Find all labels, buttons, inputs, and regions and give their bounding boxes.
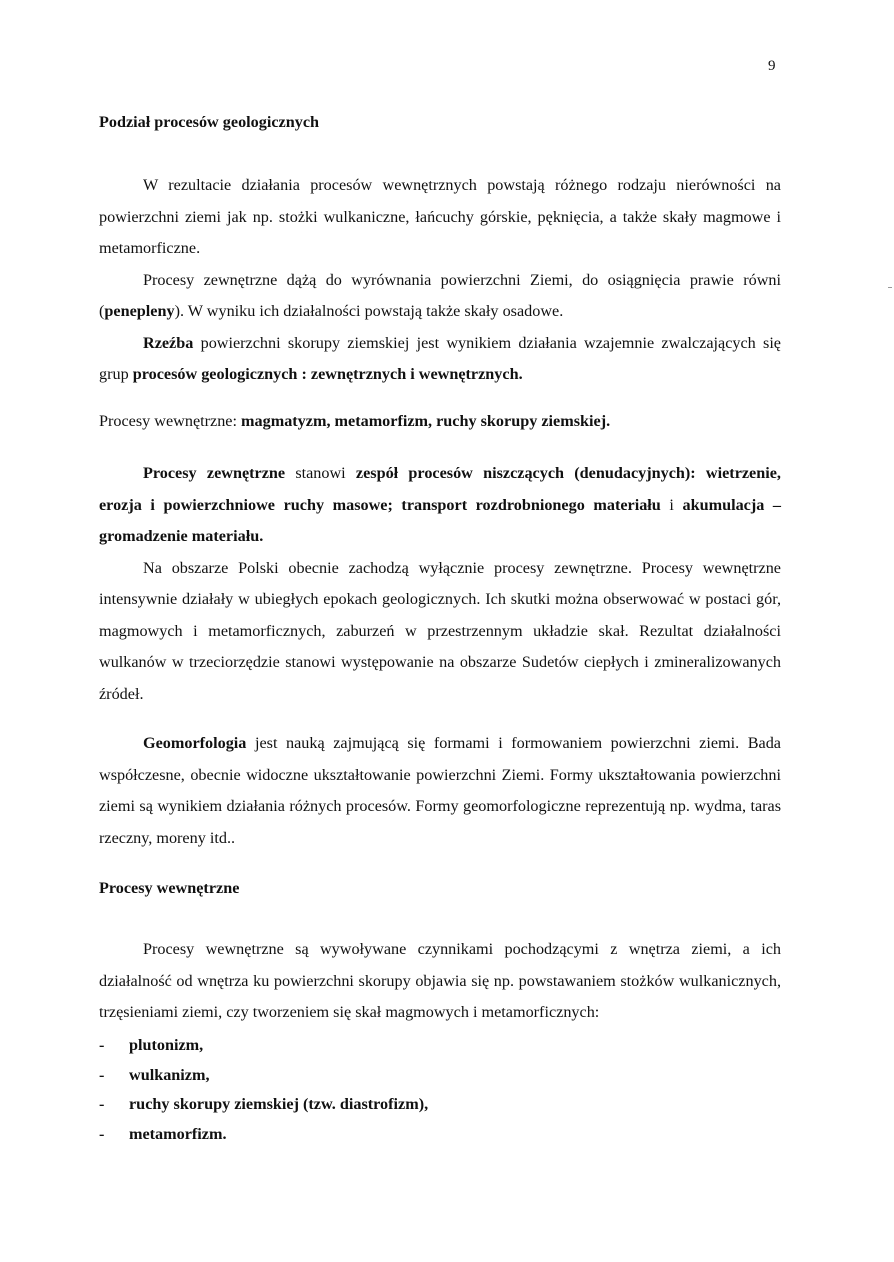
internal-processes-list [99,1031,781,1150]
paragraph-internal-effects: W rezultacie działania procesów wewnętrznych powstają różnego rodzaju nierówności na powierzchni ziemi jak np. stożki wulkaniczne, łańcuchy górskie, pęknięcia, a także skały magmowe i metamorficzne. [99,176,781,257]
para3-mid: powierzchni skorupy ziemskiej jest wynikiem działania wzajemnie zwalczających się grup [99,333,781,383]
paragraph-internal-description: Procesy wewnętrzne są wywoływane czynnikami pochodzącymi z wnętrza ziemi, a ich działalność od wnętrza ku powierzchni skorupy objawia się np. powstawaniem stożków wulkanicznych, trzęsieniami ziemi, czy tworzeniem się skał magmowych i metamorficznych: [99,940,781,1021]
list-dash: - [99,1036,105,1054]
term-geomorfologia: Geomorfologia [143,734,247,752]
list-item [99,1090,781,1120]
list-dash: - [99,1125,105,1144]
list-item-text: metamorfizm. [129,1125,227,1144]
term-penepleny: penepleny [104,302,175,320]
line-internal-processes [99,406,781,438]
list-item-text: plutonizm, [129,1036,204,1054]
paragraph-external-processes [99,265,781,328]
section-heading-podzial: Podział procesów geologicznych [99,113,320,131]
list-item-text: wulkanizm, [129,1065,210,1084]
term-destructive-processes: zespół procesów niszczących (denudacyjnych): wietrzenie, erozja i powierzchniowe ruchy masowe; transport rozdrobnionego materiału [99,464,781,514]
list-item [99,1061,781,1091]
paragraph-poland: Na obszarze Polski obecnie zachodzą wyłącznie procesy zewnętrzne. Procesy wewnętrzne intensywnie działały w ubiegłych epokach geologicznych. Ich skutki można obserwować w postaci gór, magmowych i metamorficznych, zaburzeń w przestrzennym układzie skał. Rezultat działalności wulkanów w trzeciorzędzie stanowi występowanie na obszarze Sudetów ciepłych i zmineralizowanych źródeł. [99,558,781,703]
para4-mid2: i [660,495,683,514]
list-dash: - [99,1065,105,1084]
section-heading-internal: Procesy wewnętrzne [99,879,240,897]
para4-mid: stanowi [285,464,356,482]
paragraph-external-definition [99,458,781,553]
internal-label: Procesy wewnętrzne: [99,412,242,430]
term-accumulation: akumulacja – gromadzenie materiału. [99,495,782,545]
term-geological-processes: procesów geologicznych : zewnętrznych i wewnętrznych. [132,365,523,383]
scan-margin-mark [888,287,892,288]
internal-list-inline: magmatyzm, metamorfizm, ruchy skorupy ziemskiej. [241,412,611,430]
text-block-external [99,458,781,710]
para2-before: Procesy zewnętrzne dążą do wyrównania powierzchni Ziemi, do osiągnięcia prawie równi ( [99,270,781,320]
text-block-internal [99,934,781,1029]
list-item-text: ruchy skorupy ziemskiej (tzw. diastrofizm), [129,1095,429,1114]
paragraph-relief [99,328,781,391]
para2-after: ). W wyniku ich działalności powstają także skały osadowe. [174,302,564,320]
text-block-geomorphology [99,728,781,854]
paragraph-geomorphology [99,728,781,854]
list-item [99,1031,781,1061]
text-block-intro [99,170,781,391]
page-number: 9 [768,58,776,74]
para6-rest: jest nauką zajmującą się formami i formowaniem powierzchni ziemi. Bada współczesne, obecnie widoczne ukształtowanie powierzchni Ziemi. Formy ukształtowania powierzchni ziemi są wynikiem działania różnych procesów. Formy geomorfologiczne reprezentują np. wydma, taras rzeczny, moreny itd.. [99,734,781,847]
list-dash: - [99,1095,105,1114]
term-rzezba: Rzeźba [143,333,194,352]
list-item [99,1120,781,1150]
term-external-processes: Procesy zewnętrzne [143,464,286,482]
